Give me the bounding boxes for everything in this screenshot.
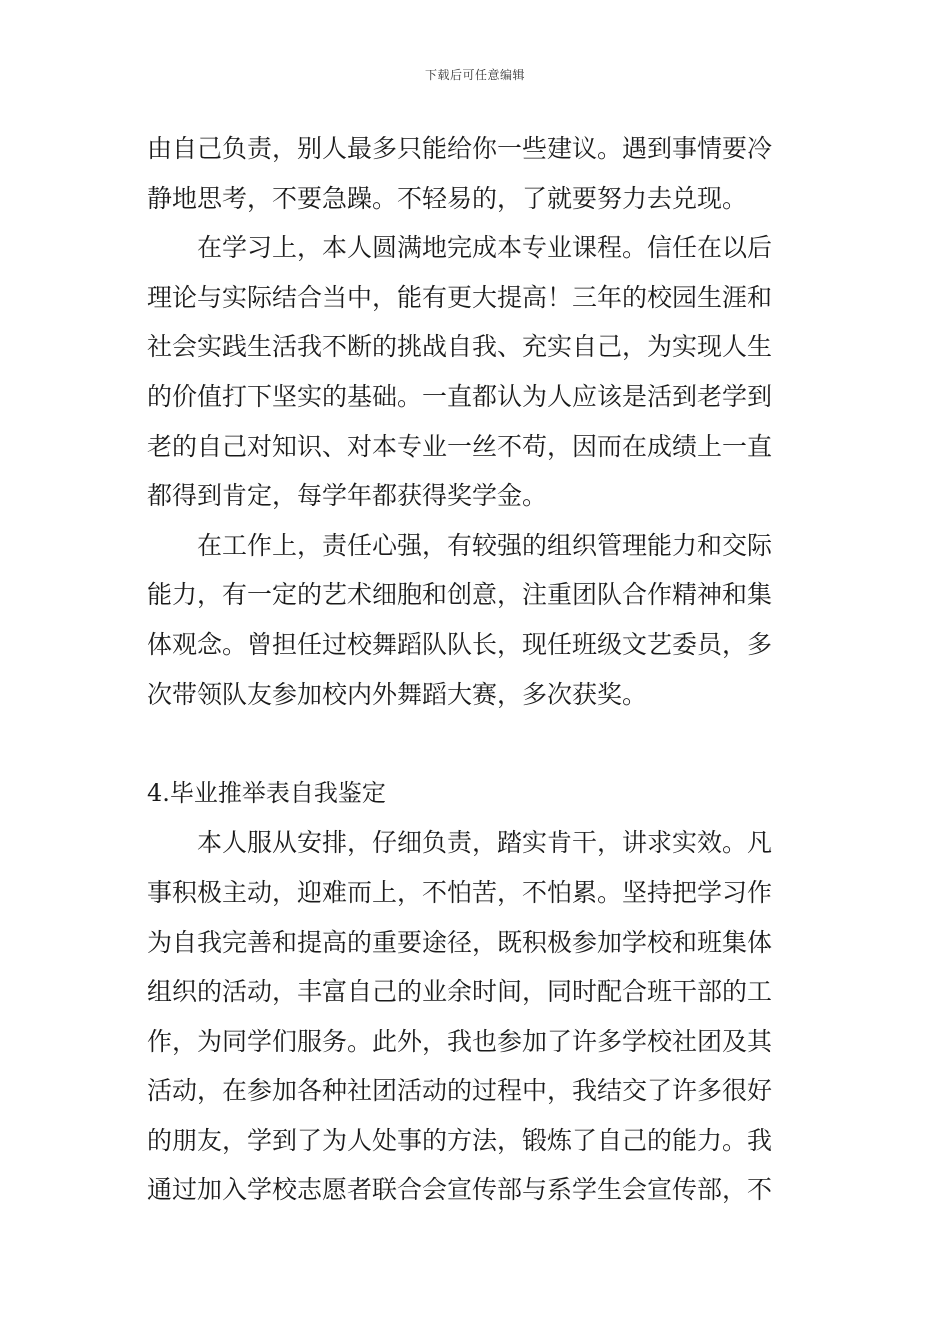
body-line: 能力，有一定的艺术细胞和创意，注重团队合作精神和集: [147, 580, 773, 610]
body-line: 体观念。曾担任过校舞蹈队队长，现任班级文艺委员，多: [147, 629, 773, 659]
body-line: 由自己负责，别人最多只能给你一些建议。遇到事情要冷: [147, 134, 773, 163]
body-line: 老的自己对知识、对本专业一丝不苟，因而在成绩上一直: [147, 431, 773, 461]
body-line: 通过加入学校志愿者联合会宣传部与系学生会宣传部，不: [147, 1175, 773, 1205]
paragraph-start-line: 本人服从安排，仔细负责，踏实肯干，讲求实效。凡: [197, 828, 773, 858]
document-body: [147, 124, 807, 1215]
body-line: 为自我完善和提高的重要途径，既积极参加学校和班集体: [147, 927, 773, 957]
body-line: 作，为同学们服务。此外，我也参加了许多学校社团及其: [147, 1026, 773, 1056]
body-line: 次带领队友参加校内外舞蹈大赛，多次获奖。: [147, 679, 648, 709]
body-line: 的朋友，学到了为人处事的方法，锻炼了自己的能力。我: [147, 1125, 773, 1155]
body-line: 事积极主动，迎难而上，不怕苦，不怕累。坚持把学习作: [147, 877, 773, 907]
paragraph-start-line: 在学习上，本人圆满地完成本专业课程。信任在以后: [197, 233, 773, 263]
body-line: 静地思考，不要急躁。不轻易的，了就要努力去兑现。: [147, 183, 748, 213]
body-line: 组织的活动，丰富自己的业余时间，同时配合班干部的工: [147, 977, 773, 1007]
body-line: 的价值打下坚实的基础。一直都认为人应该是活到老学到: [147, 381, 773, 411]
paragraph-start-line: 在工作上，责任心强，有较强的组织管理能力和交际: [197, 530, 773, 560]
section-heading: 4.毕业推举表自我鉴定: [147, 778, 386, 807]
blank-spacer: [147, 719, 807, 769]
body-line: 活动，在参加各种社团活动的过程中，我结交了许多很好: [147, 1076, 773, 1106]
body-line: 都得到肯定，每学年都获得奖学金。: [147, 481, 548, 511]
body-line: 理论与实际结合当中，能有更大提高！三年的校园生涯和: [147, 282, 773, 312]
header-note: 下载后可任意编辑: [424, 68, 525, 82]
body-line: 社会实践生活我不断的挑战自我、充实自己，为实现人生: [147, 332, 773, 362]
